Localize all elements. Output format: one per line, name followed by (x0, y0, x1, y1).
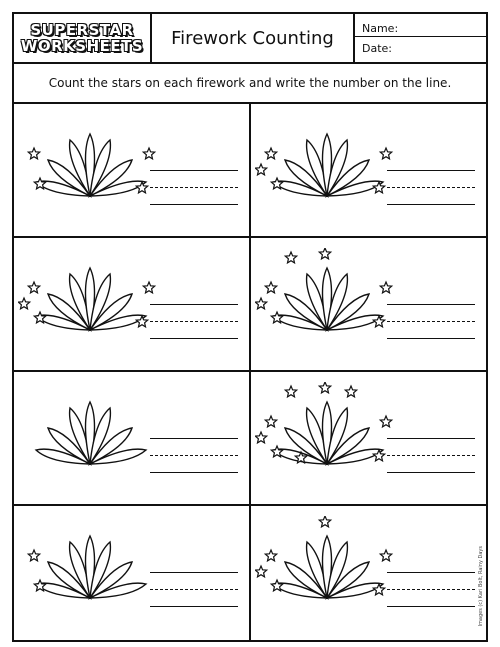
star-icon (255, 298, 266, 309)
star-icon (265, 550, 276, 561)
star-icon (255, 164, 266, 175)
name-label: Name: (362, 22, 399, 35)
answer-line (150, 472, 238, 473)
instructions: Count the stars on each firework and write the number on the line. (14, 64, 486, 104)
firework-cell-row3-left (14, 372, 250, 506)
star-icon (143, 282, 154, 293)
firework-cell-row2-left (14, 238, 250, 372)
star-icon (345, 386, 356, 397)
worksheet-header (14, 14, 486, 64)
star-icon (18, 298, 29, 309)
worksheet (12, 12, 488, 642)
firework-drawing (18, 114, 168, 224)
star-icon (265, 148, 276, 159)
page-title: Firework Counting (152, 14, 355, 62)
firework-grid (14, 104, 486, 640)
star-icon (28, 282, 39, 293)
answer-line (150, 606, 238, 607)
logo-line1: SUPERSTAR (30, 21, 134, 39)
firework-drawing (18, 382, 168, 492)
answer-writing-lines[interactable] (387, 304, 477, 344)
answer-line (387, 438, 475, 439)
answer-line (150, 438, 238, 439)
answer-line (387, 170, 475, 171)
star-icon (380, 148, 391, 159)
answer-line (387, 572, 475, 573)
answer-line (150, 304, 238, 305)
answer-writing-lines[interactable] (387, 572, 477, 612)
star-icon (265, 416, 276, 427)
star-icon (285, 386, 296, 397)
firework-cell-row4-left (14, 506, 250, 640)
firework-cell-row3-right (251, 372, 487, 506)
answer-writing-lines[interactable] (150, 304, 240, 344)
answer-midline (387, 455, 475, 456)
firework-drawing (255, 248, 405, 358)
answer-midline (150, 455, 238, 456)
star-icon (265, 282, 276, 293)
star-icon (319, 382, 330, 393)
answer-line (387, 338, 475, 339)
star-icon (28, 550, 39, 561)
answer-writing-lines[interactable] (150, 170, 240, 210)
answer-line (150, 204, 238, 205)
answer-line (387, 606, 475, 607)
answer-midline (387, 321, 475, 322)
star-icon (380, 282, 391, 293)
answer-midline (150, 187, 238, 188)
star-icon (380, 550, 391, 561)
firework-cell-row1-right (251, 104, 487, 238)
meta-divider (355, 36, 486, 37)
answer-line (387, 472, 475, 473)
answer-writing-lines[interactable] (387, 170, 477, 210)
star-icon (255, 432, 266, 443)
name-date-box (355, 14, 486, 62)
answer-line (150, 572, 238, 573)
firework-cell-row1-left (14, 104, 250, 238)
firework-drawing (255, 516, 405, 626)
firework-drawing (255, 114, 405, 224)
firework-drawing (18, 516, 168, 626)
answer-midline (387, 187, 475, 188)
firework-cell-row2-right (251, 238, 487, 372)
image-credit: Images (c) Kari Bolt, Rainy Days (478, 545, 484, 626)
star-icon (285, 252, 296, 263)
answer-writing-lines[interactable] (150, 572, 240, 612)
superstar-worksheets-logo (14, 14, 152, 62)
answer-writing-lines[interactable] (150, 438, 240, 478)
firework-cell-row4-right (251, 506, 487, 640)
answer-line (387, 204, 475, 205)
star-icon (319, 248, 330, 259)
star-icon (255, 566, 266, 577)
star-icon (380, 416, 391, 427)
answer-midline (150, 321, 238, 322)
answer-midline (387, 589, 475, 590)
date-label: Date: (362, 42, 392, 55)
star-icon (143, 148, 154, 159)
logo-line2: WORKSHEETS (20, 37, 144, 55)
star-icon (28, 148, 39, 159)
answer-writing-lines[interactable] (387, 438, 477, 478)
star-icon (319, 516, 330, 527)
answer-line (150, 170, 238, 171)
answer-line (387, 304, 475, 305)
answer-midline (150, 589, 238, 590)
firework-drawing (255, 382, 405, 492)
answer-line (150, 338, 238, 339)
firework-drawing (18, 248, 168, 358)
